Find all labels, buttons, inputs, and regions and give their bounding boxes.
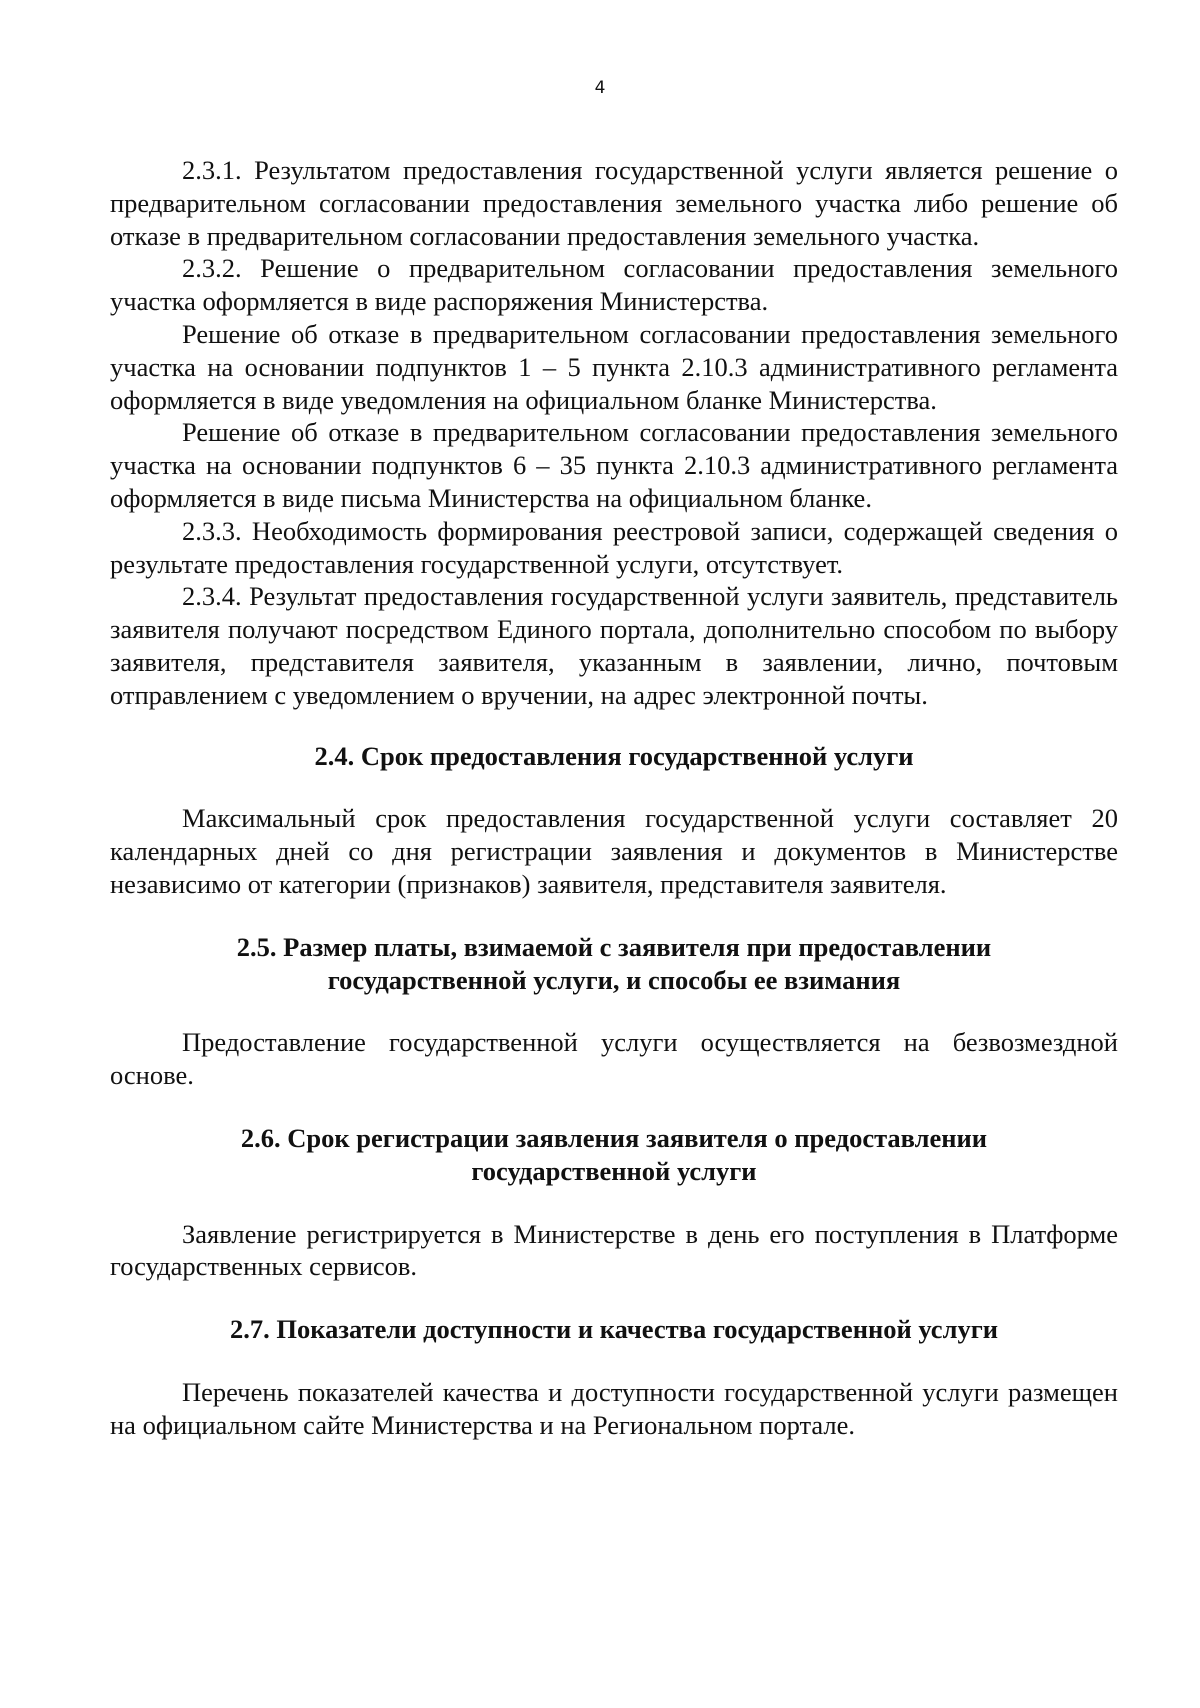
heading-2-7: 2.7. Показатели доступности и качества государственной услуги	[229, 1314, 998, 1345]
paragraph-2-4: Максимальный срок предоставления государственной услуги составляет 20 календарных дней со дня регистрации заявления и документов в Министерстве независимо от категории (признаков) заявителя, представителя заявителя.	[110, 803, 1118, 899]
paragraph-2-5: Предоставление государственной услуги осуществляется на безвозмездной основе.	[110, 1027, 1118, 1091]
heading-2-6-line-2: государственной услуги	[471, 1155, 757, 1186]
paragraph-refusal-notice: Решение об отказе в предварительном согласовании предоставления земельного участка на основании подпунктов 1 – 5 пункта 2.10.3 административного регламента оформляется в виде уведомления на официальном бланке Министерства.	[110, 318, 1118, 415]
heading-2-6	[110, 1122, 1118, 1188]
heading-2-5	[110, 931, 1118, 997]
paragraph-2-3-2: 2.3.2. Решение о предварительном согласовании предоставления земельного участка оформляется в виде распоряжения Министерства.	[110, 253, 1118, 317]
heading-2-5-line-2: государственной услуги, и способы ее взимания	[327, 964, 901, 995]
paragraph-2-3-1: 2.3.1. Результатом предоставления государственной услуги является решение о предварительном согласовании предоставления земельного участка либо решение об отказе в предварительном согласовании предоставления земельного участка.	[110, 155, 1118, 251]
paragraph-2-7: Перечень показателей качества и доступности государственной услуги размещен на официальном сайте Министерства и на Региональном портале.	[110, 1376, 1118, 1440]
document-body	[110, 154, 1118, 1442]
heading-2-6-line-1: 2.6. Срок регистрации заявления заявителя о предоставлении	[240, 1122, 988, 1153]
paragraph-2-3-4: 2.3.4. Результат предоставления государственной услуги заявитель, представитель заявителя получают посредством Единого портала, дополнительно способом по выбору заявителя, представителя заявителя, указанным в заявлении, лично, почтовым отправлением с уведомлением о вручении, на адрес электронной почты.	[110, 581, 1118, 710]
heading-2-5-line-1: 2.5. Размер платы, взимаемой с заявителя при предоставлении	[236, 931, 992, 962]
paragraph-2-6: Заявление регистрируется в Министерстве в день его поступления в Платформе государственных сервисов.	[110, 1218, 1118, 1282]
paragraph-refusal-letter: Решение об отказе в предварительном согласовании предоставления земельного участка на основании подпунктов 6 – 35 пункта 2.10.3 административного регламента оформляется в виде письма Министерства на официальном бланке.	[110, 417, 1118, 513]
heading-2-4: 2.4. Срок предоставления государственной услуги	[314, 740, 914, 771]
page-number: 4	[594, 78, 606, 98]
paragraph-2-3-3: 2.3.3. Необходимость формирования реестровой записи, содержащей сведения о результате предоставления государственной услуги, отсутствует.	[110, 515, 1118, 579]
